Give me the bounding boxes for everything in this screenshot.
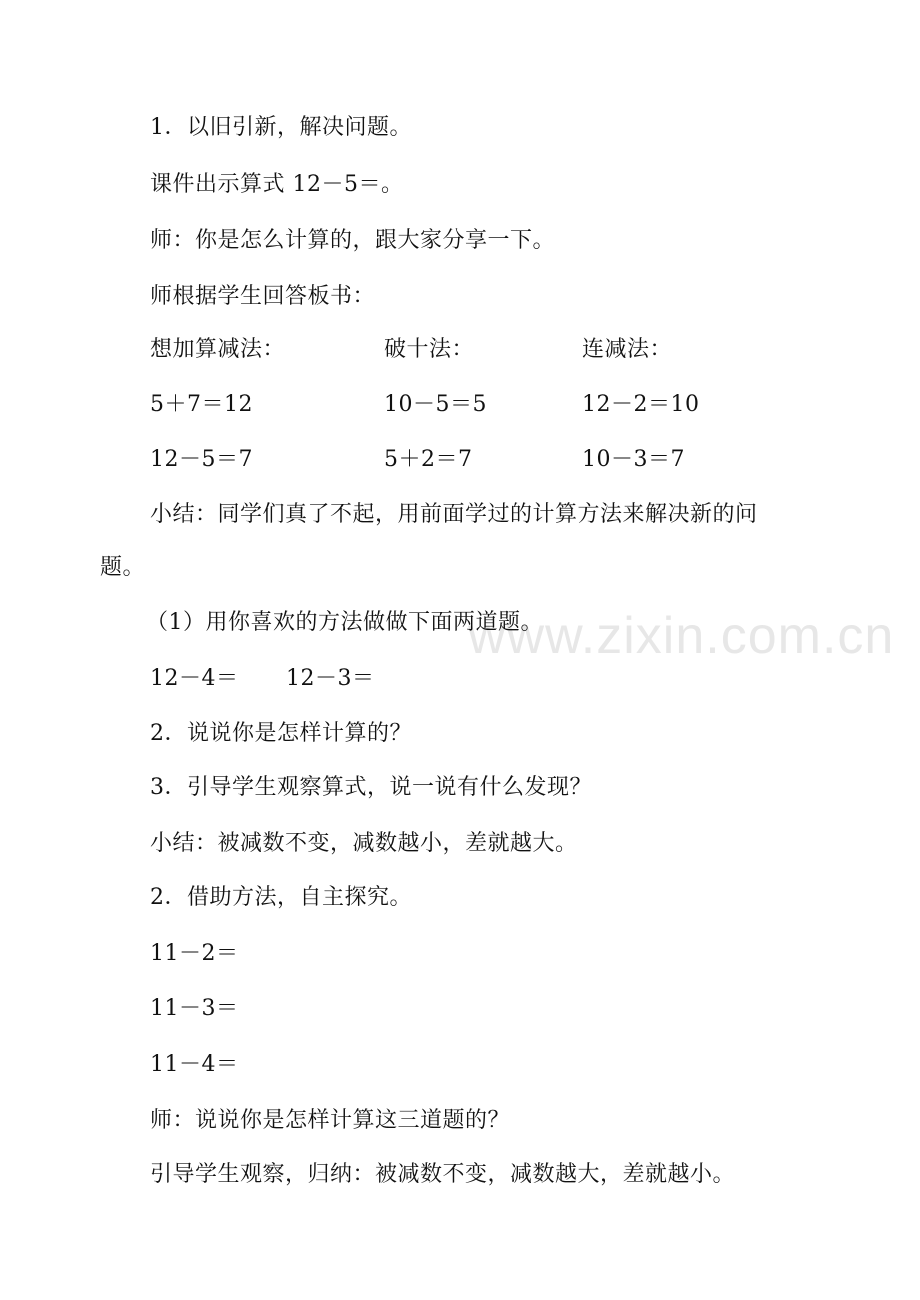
paragraph: 师：你是怎么计算的，跟大家分享一下。: [150, 228, 556, 253]
section-heading-1: 1．以旧引新，解决问题。: [150, 115, 412, 140]
method-header-add: 想加算减法：: [150, 337, 286, 362]
equation: 12－5＝7: [150, 447, 253, 472]
equation: 11－3＝: [150, 996, 239, 1021]
equation: 11－4＝: [150, 1052, 239, 1077]
section-heading-2: 2．借助方法，自主探究。: [150, 885, 412, 910]
equation: 10－5＝5: [384, 392, 487, 417]
watermark: www.zixin.com.cn: [468, 607, 895, 665]
practice-prompt: （1）用你喜欢的方法做做下面两道题。: [146, 610, 543, 635]
summary-paragraph-continued: 题。: [100, 555, 146, 580]
paragraph: 课件出示算式 12－5＝。: [150, 172, 404, 197]
equation: 5＋2＝7: [384, 447, 473, 472]
paragraph: 3．引导学生观察算式，说一说有什么发现？: [150, 775, 592, 800]
paragraph: 引导学生观察，归纳：被减数不变，减数越大，差就越小。: [150, 1162, 736, 1187]
paragraph: 师：说说你是怎样计算这三道题的？: [150, 1108, 511, 1133]
practice-question: 12－4＝: [150, 666, 239, 691]
equation: 10－3＝7: [582, 447, 685, 472]
paragraph: 2．说说你是怎样计算的？: [150, 721, 412, 746]
equation: 5＋7＝12: [150, 392, 253, 417]
summary-paragraph: 小结：被减数不变，减数越小，差就越大。: [150, 831, 578, 856]
practice-question: 12－3＝: [286, 666, 375, 691]
equation: 11－2＝: [150, 941, 239, 966]
summary-paragraph: 小结：同学们真了不起，用前面学过的计算方法来解决新的问: [150, 502, 758, 527]
equation: 12－2＝10: [582, 392, 700, 417]
method-header-consecutive: 连减法：: [582, 337, 673, 362]
method-header-break-ten: 破十法：: [384, 337, 475, 362]
paragraph: 师根据学生回答板书：: [150, 284, 376, 309]
